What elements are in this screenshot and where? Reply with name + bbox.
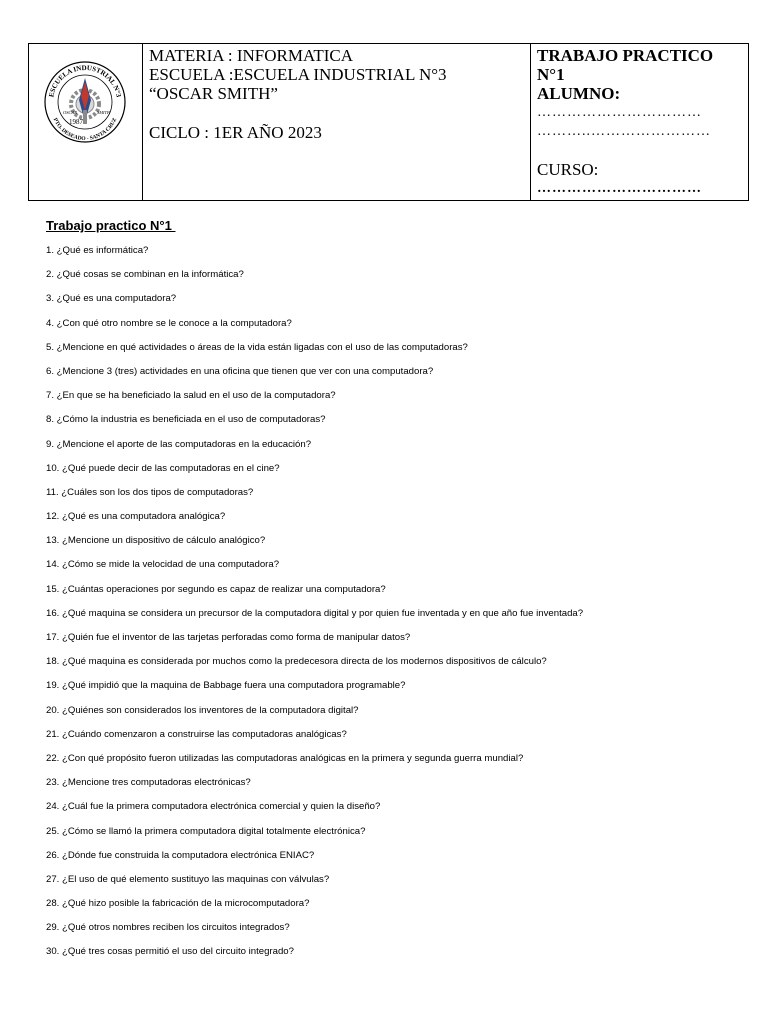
question-item: 18. ¿Qué maquina es considerada por muchos como la predecesora directa de los modernos dispositivos de cálculo?: [46, 656, 547, 668]
alumno-dots-1: ……………………………: [537, 105, 702, 120]
escuela-line: ESCUELA :ESCUELA INDUSTRIAL N°3: [149, 65, 447, 84]
question-item: 13. ¿Mencione un dispositivo de cálculo analógico?: [46, 535, 266, 547]
tp-cell: [531, 44, 749, 201]
question-item: 2. ¿Qué cosas se combinan en la informática?: [46, 269, 244, 281]
question-item: 15. ¿Cuántas operaciones por segundo es capaz de realizar una computadora?: [46, 583, 386, 595]
question-item: 27. ¿El uso de qué elemento sustituyo las maquinas con válvulas?: [46, 873, 330, 885]
question-item: 20. ¿Quiénes son considerados los inventores de la computadora digital?: [46, 704, 359, 716]
question-item: 19. ¿Qué impidió que la maquina de Babbage fuera una computadora programable?: [46, 680, 406, 692]
header-table: [28, 43, 749, 201]
question-item: 21. ¿Cuándo comenzaron a construirse las computadoras analógicas?: [46, 728, 347, 740]
info-cell: [143, 44, 531, 201]
question-item: 16. ¿Qué maquina se considera un precursor de la computadora digital y por quien fue inventada y en que año fue inventada?: [46, 607, 584, 619]
school-seal-icon: [43, 60, 127, 144]
question-item: 8. ¿Cómo la industria es beneficiada en el uso de computadoras?: [46, 414, 326, 426]
question-item: 4. ¿Con qué otro nombre se le conoce a la computadora?: [46, 317, 292, 329]
tp-title-line1: TRABAJO PRACTICO: [537, 46, 714, 65]
question-item: 29. ¿Qué otros nombres reciben los circuitos integrados?: [46, 922, 290, 934]
question-item: 25. ¿Cómo se llamó la primera computadora digital totalmente electrónica?: [46, 825, 366, 837]
question-item: 30. ¿Qué tres cosas permitió el uso del circuito integrado?: [46, 946, 294, 958]
question-item: 17. ¿Quién fue el inventor de las tarjetas perforadas como forma de manipular datos?: [46, 632, 411, 643]
school-logo: [43, 60, 127, 144]
question-item: 10. ¿Qué puede decir de las computadoras en el cine?: [46, 462, 280, 474]
logo-ring-bottom-text: PTO. DESEADO - SANTA CRUZ: [51, 117, 119, 143]
question-item: 11. ¿Cuáles son los dos tipos de computadoras?: [46, 486, 254, 498]
logo-right-word: SMITH: [97, 110, 111, 115]
curso-dots: ……………………………: [537, 181, 702, 196]
question-item: 23. ¿Mencione tres computadoras electrónicas?: [46, 777, 251, 789]
question-item: 28. ¿Qué hizo posible la fabricación de la microcomputadora?: [46, 898, 310, 910]
logo-left-word: OSCAR: [63, 110, 77, 115]
question-item: 5. ¿Mencione en qué actividades o áreas de la vida están ligadas con el uso de las computadoras?: [46, 341, 468, 353]
materia-line: MATERIA : INFORMATICA: [149, 46, 354, 65]
question-item: 7. ¿En que se ha beneficiado la salud en el uso de la computadora?: [46, 390, 336, 402]
document-title: Trabajo practico N°1: [46, 218, 176, 233]
question-item: 14. ¿Cómo se mide la velocidad de una computadora?: [46, 559, 280, 571]
logo-cell: [29, 44, 143, 201]
question-item: 12. ¿Qué es una computadora analógica?: [46, 511, 226, 523]
logo-year: 1987: [69, 118, 83, 126]
question-item: 26. ¿Dónde fue construida la computadora electrónica ENIAC?: [46, 849, 315, 861]
question-item: 24. ¿Cuál fue la primera computadora electrónica comercial y quien la diseño?: [46, 801, 381, 813]
questions-list: [46, 245, 583, 971]
question-item: 9. ¿Mencione el aporte de las computadoras en la educación?: [46, 438, 312, 450]
curso-label: CURSO:: [537, 160, 599, 179]
question-item: 6. ¿Mencione 3 (tres) actividades en una oficina que tienen que ver con una computadora?: [46, 365, 434, 377]
question-item: 1. ¿Qué es informática?: [46, 245, 149, 256]
question-item: 22. ¿Con qué propósito fueron utilizadas las computadoras analógicas en la primera y segunda guerra mundial?: [46, 752, 524, 764]
logo-ring-top-text: ESCUELA INDUSTRIAL N°3: [47, 63, 123, 98]
question-item: 3. ¿Qué es una computadora?: [46, 293, 177, 305]
alumno-dots-2: ………..……………………: [537, 124, 711, 139]
ciclo-line: CICLO : 1ER AÑO 2023: [149, 123, 322, 142]
school-name-line: “OSCAR SMITH”: [149, 84, 278, 103]
alumno-label: ALUMNO:: [537, 84, 621, 103]
tp-title-line2: N°1: [537, 65, 565, 84]
